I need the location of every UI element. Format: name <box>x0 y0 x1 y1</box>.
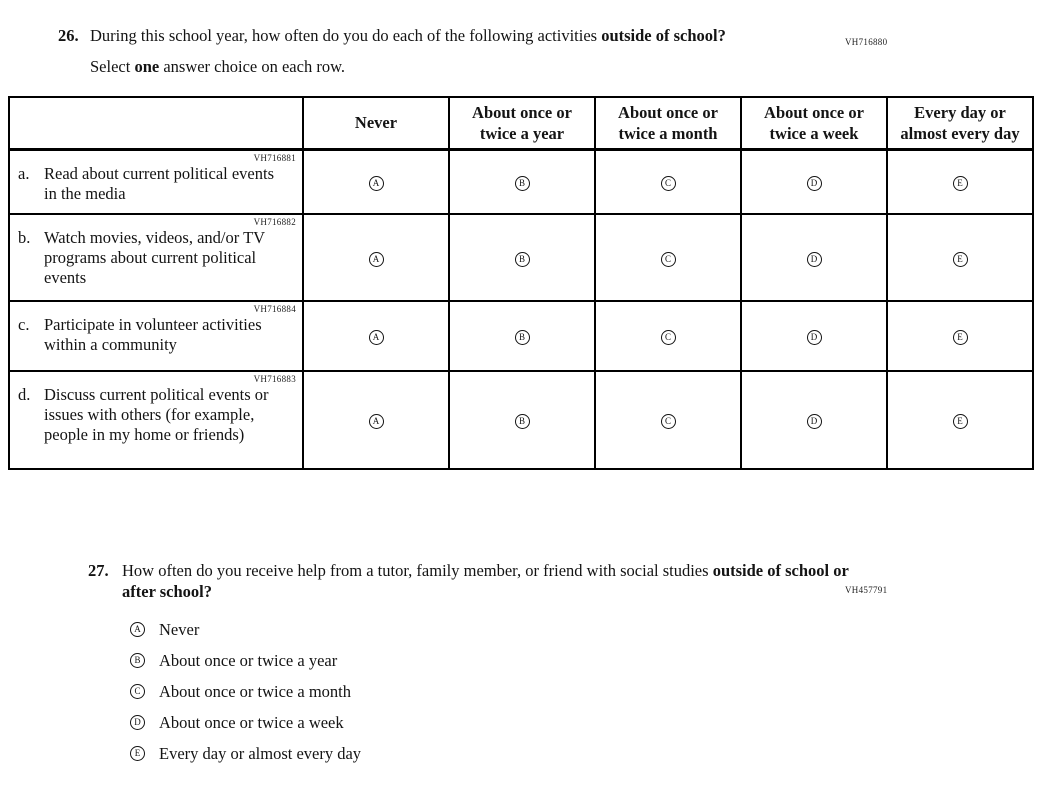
row-c-letter: c. <box>18 315 30 334</box>
row-d-cell-everyday <box>887 371 1033 469</box>
row-b-cell-never <box>303 214 449 301</box>
option-bubble-c-week[interactable]: D <box>807 330 822 345</box>
option-bubble-q27-everyday[interactable]: E <box>130 746 145 761</box>
q27-question-bold: outside of school or after school? <box>122 561 849 601</box>
row-d-cell-never <box>303 371 449 469</box>
q26-instruction <box>90 56 726 77</box>
row-c-code: VH716884 <box>253 304 296 314</box>
q27-option-month <box>130 682 852 700</box>
q26-number: 26. <box>58 26 79 45</box>
option-bubble-d-everyday[interactable]: E <box>953 414 968 429</box>
option-bubble-b-everyday[interactable]: E <box>953 252 968 267</box>
row-a-cell-month <box>595 149 741 214</box>
q27-option-year <box>130 651 852 669</box>
option-bubble-d-year[interactable]: B <box>515 414 530 429</box>
option-bubble-a-never[interactable]: A <box>369 176 384 191</box>
column-header-month: About once or twice a month <box>595 97 741 149</box>
row-a-letter: a. <box>18 163 30 183</box>
row-b-code: VH716882 <box>253 217 296 227</box>
q27-option-label-week: About once or twice a week <box>159 712 344 732</box>
row-a-text: Read about current political events in the media <box>44 163 275 203</box>
row-d-cell-month <box>595 371 741 469</box>
row-b-cell-everyday <box>887 214 1033 301</box>
option-bubble-a-month[interactable]: C <box>661 176 676 191</box>
option-bubble-q27-week[interactable]: D <box>130 715 145 730</box>
table-row-c <box>9 301 1033 371</box>
option-bubble-b-never[interactable]: A <box>369 252 384 267</box>
option-bubble-b-week[interactable]: D <box>807 252 822 267</box>
row-c-stub <box>9 301 303 371</box>
row-c-cell-month <box>595 301 741 371</box>
row-b-letter: b. <box>18 228 31 247</box>
row-a-cell-never <box>303 149 449 214</box>
table-row-d <box>9 371 1033 469</box>
option-bubble-a-year[interactable]: B <box>515 176 530 191</box>
row-d-letter: d. <box>18 385 31 404</box>
q27-option-never <box>130 620 852 638</box>
column-header-week: About once or twice a week <box>741 97 887 149</box>
option-bubble-q27-month[interactable]: C <box>130 684 145 699</box>
row-a-code: VH716881 <box>253 152 296 163</box>
q26-question-text <box>90 25 726 46</box>
row-d-code: VH716883 <box>253 374 296 384</box>
q27-option-week <box>130 713 852 731</box>
option-bubble-a-everyday[interactable]: E <box>953 176 968 191</box>
row-b-cell-week <box>741 214 887 301</box>
row-c-cell-never <box>303 301 449 371</box>
q26-response-grid <box>8 96 1034 470</box>
q27-option-label-month: About once or twice a month <box>159 681 351 701</box>
q26-question-pre: During this school year, how often do you do each of the following activities <box>90 26 598 45</box>
column-header-never: Never <box>303 97 449 149</box>
q27-option-label-never: Never <box>159 619 200 639</box>
option-bubble-d-week[interactable]: D <box>807 414 822 429</box>
q27-option-everyday <box>130 744 852 762</box>
option-bubble-b-month[interactable]: C <box>661 252 676 267</box>
q26-question-bold: outside of school? <box>601 26 726 45</box>
row-c-cell-year <box>449 301 595 371</box>
row-b-stub <box>9 214 303 301</box>
row-d-cell-week <box>741 371 887 469</box>
option-bubble-c-month[interactable]: C <box>661 330 676 345</box>
option-bubble-c-year[interactable]: B <box>515 330 530 345</box>
q27-question-pre: How often do you receive help from a tutor, family member, or friend with social studies <box>122 561 709 580</box>
row-b-cell-month <box>595 214 741 301</box>
q26-instruction-bold: one <box>134 57 160 76</box>
row-d-text: Discuss current political events or issues with others (for example, people in my home or friends) <box>44 385 269 444</box>
q27-question-text <box>122 560 852 602</box>
question-27 <box>88 560 1040 775</box>
option-bubble-d-never[interactable]: A <box>369 414 384 429</box>
q27-accession-code: VH457791 <box>845 585 888 595</box>
option-bubble-q27-year[interactable]: B <box>130 653 145 668</box>
row-c-text: Participate in volunteer activities within a community <box>44 315 262 354</box>
column-header-everyday: Every day or almost every day <box>887 97 1033 149</box>
row-a-cell-everyday <box>887 149 1033 214</box>
option-bubble-a-week[interactable]: D <box>807 176 822 191</box>
q26-instruction-pre: Select <box>90 57 131 76</box>
table-row-b <box>9 214 1033 301</box>
q27-option-label-everyday: Every day or almost every day <box>159 743 362 763</box>
option-bubble-c-everyday[interactable]: E <box>953 330 968 345</box>
option-bubble-d-month[interactable]: C <box>661 414 676 429</box>
row-b-cell-year <box>449 214 595 301</box>
row-b-text: Watch movies, videos, and/or TV programs about current political events <box>44 228 265 287</box>
option-bubble-c-never[interactable]: A <box>369 330 384 345</box>
q27-number: 27. <box>88 561 109 580</box>
option-bubble-b-year[interactable]: B <box>515 252 530 267</box>
row-c-cell-week <box>741 301 887 371</box>
row-c-cell-everyday <box>887 301 1033 371</box>
row-a-cell-year <box>449 149 595 214</box>
table-row-a <box>9 149 1033 214</box>
row-a-stub <box>9 149 303 214</box>
column-header-year: About once or twice a year <box>449 97 595 149</box>
q26-accession-code: VH716880 <box>845 37 888 47</box>
grid-header-row <box>9 97 1033 149</box>
q27-option-label-year: About once or twice a year <box>159 650 338 670</box>
q26-instruction-post: answer choice on each row. <box>163 57 346 76</box>
row-d-stub <box>9 371 303 469</box>
grid-header-stub <box>9 97 303 149</box>
q27-options <box>122 620 852 762</box>
row-a-cell-week <box>741 149 887 214</box>
row-d-cell-year <box>449 371 595 469</box>
survey-page <box>0 25 1040 797</box>
question-26 <box>58 25 1040 77</box>
option-bubble-q27-never[interactable]: A <box>130 622 145 637</box>
